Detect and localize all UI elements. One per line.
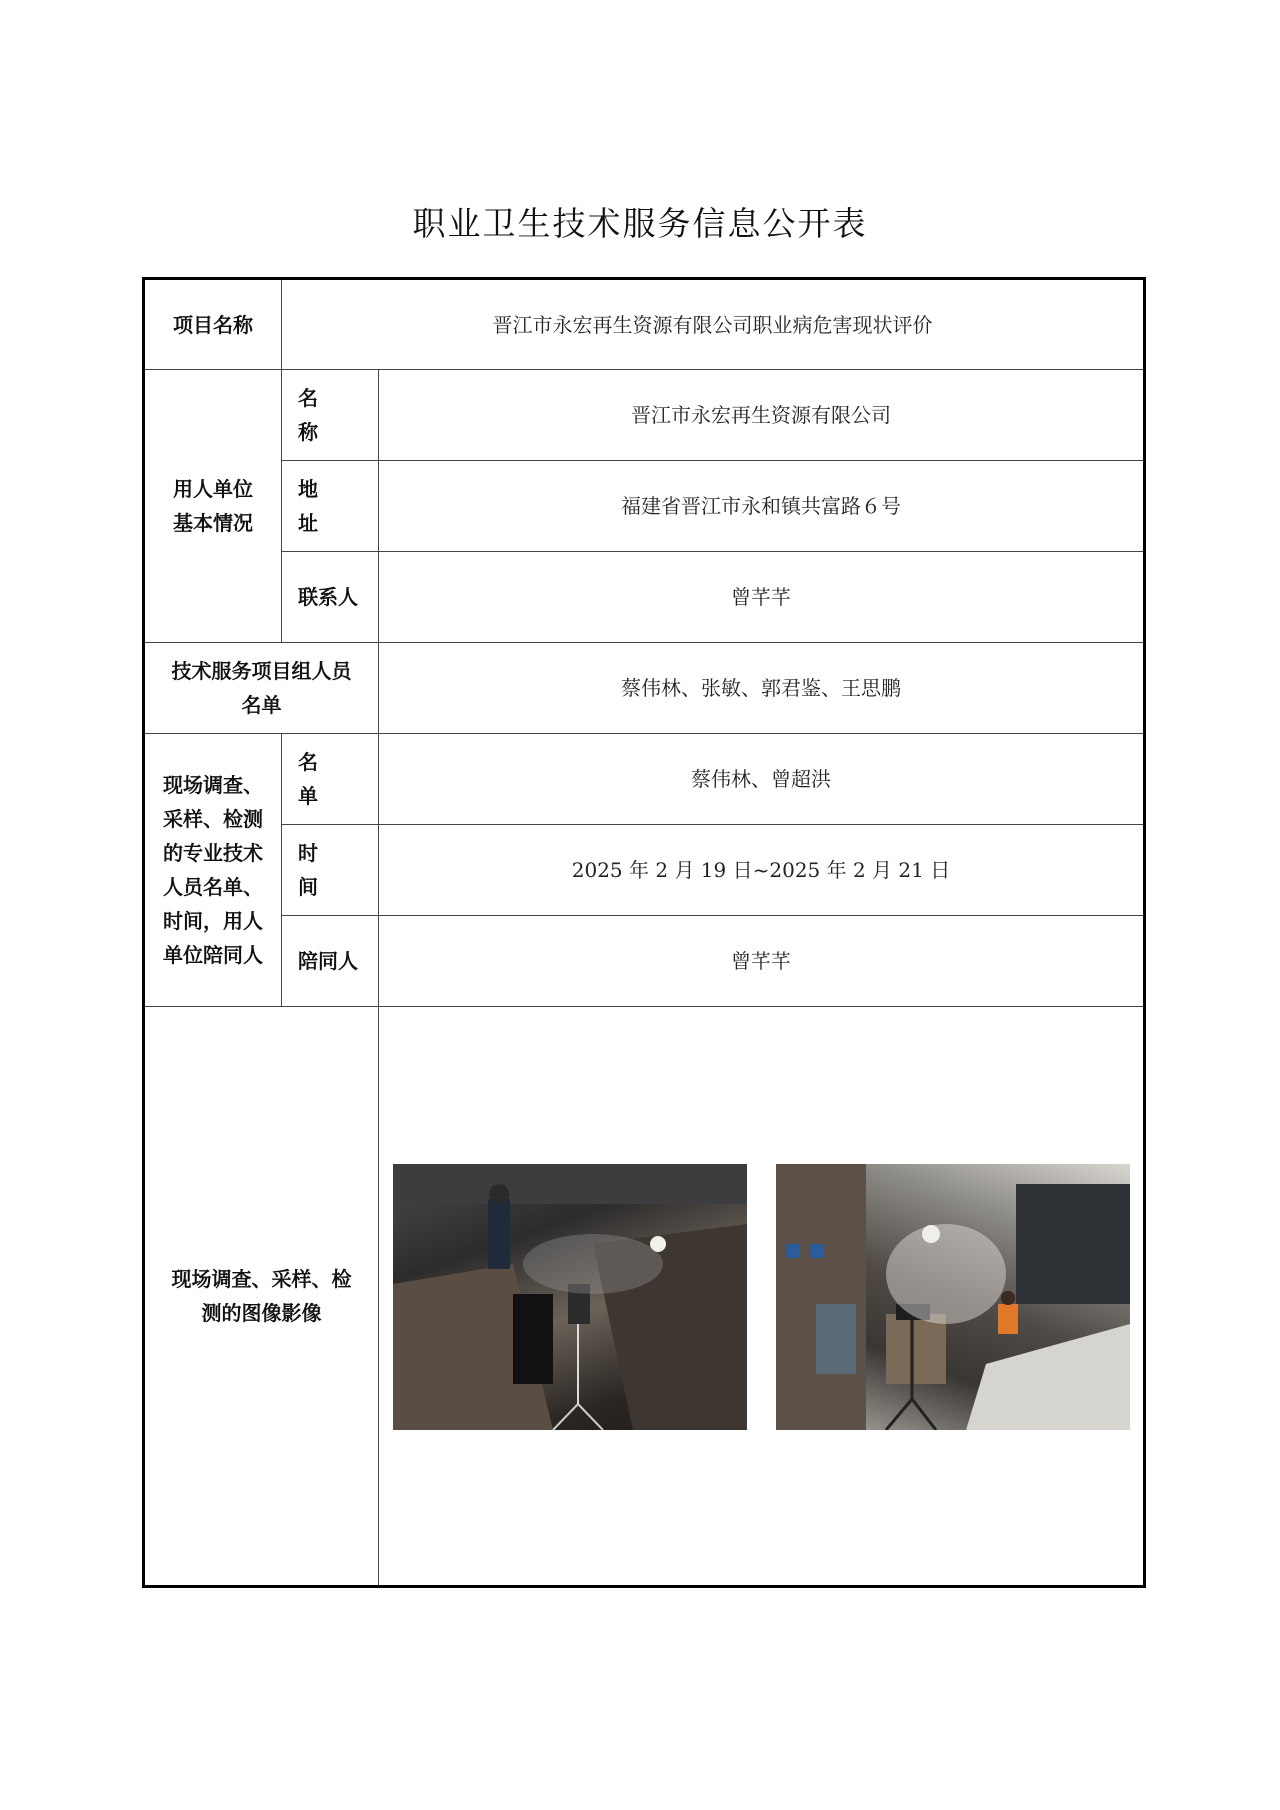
- row-field-escort: [144, 916, 1145, 1007]
- label-employer-line1: 用人单位: [173, 477, 253, 501]
- row-field-time: [144, 825, 1145, 916]
- site-photo-2-graphic: [776, 1164, 1130, 1430]
- label-field-line: 现场调查、: [163, 773, 263, 797]
- page-title: 职业卫生技术服务信息公开表: [412, 204, 868, 243]
- value-field-time: 2025 年 2 月 19 日~2025 年 2 月 21 日: [379, 825, 1145, 916]
- value-field-escort: 曾芊芊: [379, 916, 1145, 1007]
- label-employer-address: 地址: [282, 461, 379, 552]
- label-field-time: 时间: [282, 825, 379, 916]
- label-site-images: [144, 1007, 379, 1587]
- value-employer-address: 福建省晋江市永和镇共富路６号: [379, 461, 1145, 552]
- value-employer-name: 晋江市永宏再生资源有限公司: [379, 370, 1145, 461]
- label-images-line1: 现场调查、采样、检: [171, 1267, 352, 1291]
- site-images-cell: [379, 1007, 1145, 1587]
- row-project-name: [144, 279, 1145, 370]
- label-images-line2: 测的图像影像: [201, 1301, 322, 1325]
- row-team-members: [144, 643, 1145, 734]
- site-photos: [393, 1164, 1133, 1430]
- row-employer-name: [144, 370, 1145, 461]
- label-team-members: [144, 643, 379, 734]
- info-table: [142, 277, 1146, 1588]
- label-employer-info: [144, 370, 282, 643]
- label-field-line: 的专业技术: [163, 841, 263, 865]
- label-field-escort: 陪同人: [282, 916, 379, 1007]
- label-field-line: 人员名单、: [163, 875, 263, 899]
- value-team-members: 蔡伟林、张敏、郭君鉴、王思鹏: [379, 643, 1145, 734]
- label-employer-contact: 联系人: [282, 552, 379, 643]
- label-team-line2: 名单: [241, 693, 282, 717]
- row-employer-address: [144, 461, 1145, 552]
- label-field-line: 时间，用人: [163, 909, 263, 933]
- label-project-name: 项目名称: [144, 279, 282, 370]
- label-field-list: 名单: [282, 734, 379, 825]
- value-project-name: 晋江市永宏再生资源有限公司职业病危害现状评价: [282, 279, 1145, 370]
- site-photo-1-graphic: [393, 1164, 747, 1430]
- label-field-staff: [144, 734, 282, 1007]
- label-employer-line2: 基本情况: [173, 511, 253, 535]
- site-photo-1: [393, 1164, 747, 1430]
- row-field-list: [144, 734, 1145, 825]
- value-field-list: 蔡伟林、曾超洪: [379, 734, 1145, 825]
- row-site-images: [144, 1007, 1145, 1587]
- label-team-line1: 技术服务项目组人员: [171, 659, 352, 683]
- row-employer-contact: [144, 552, 1145, 643]
- value-employer-contact: 曾芊芊: [379, 552, 1145, 643]
- site-photo-2: [776, 1164, 1130, 1430]
- label-field-line: 采样、检测: [163, 807, 263, 831]
- label-employer-name: 名称: [282, 370, 379, 461]
- label-field-line: 单位陪同人: [163, 943, 263, 967]
